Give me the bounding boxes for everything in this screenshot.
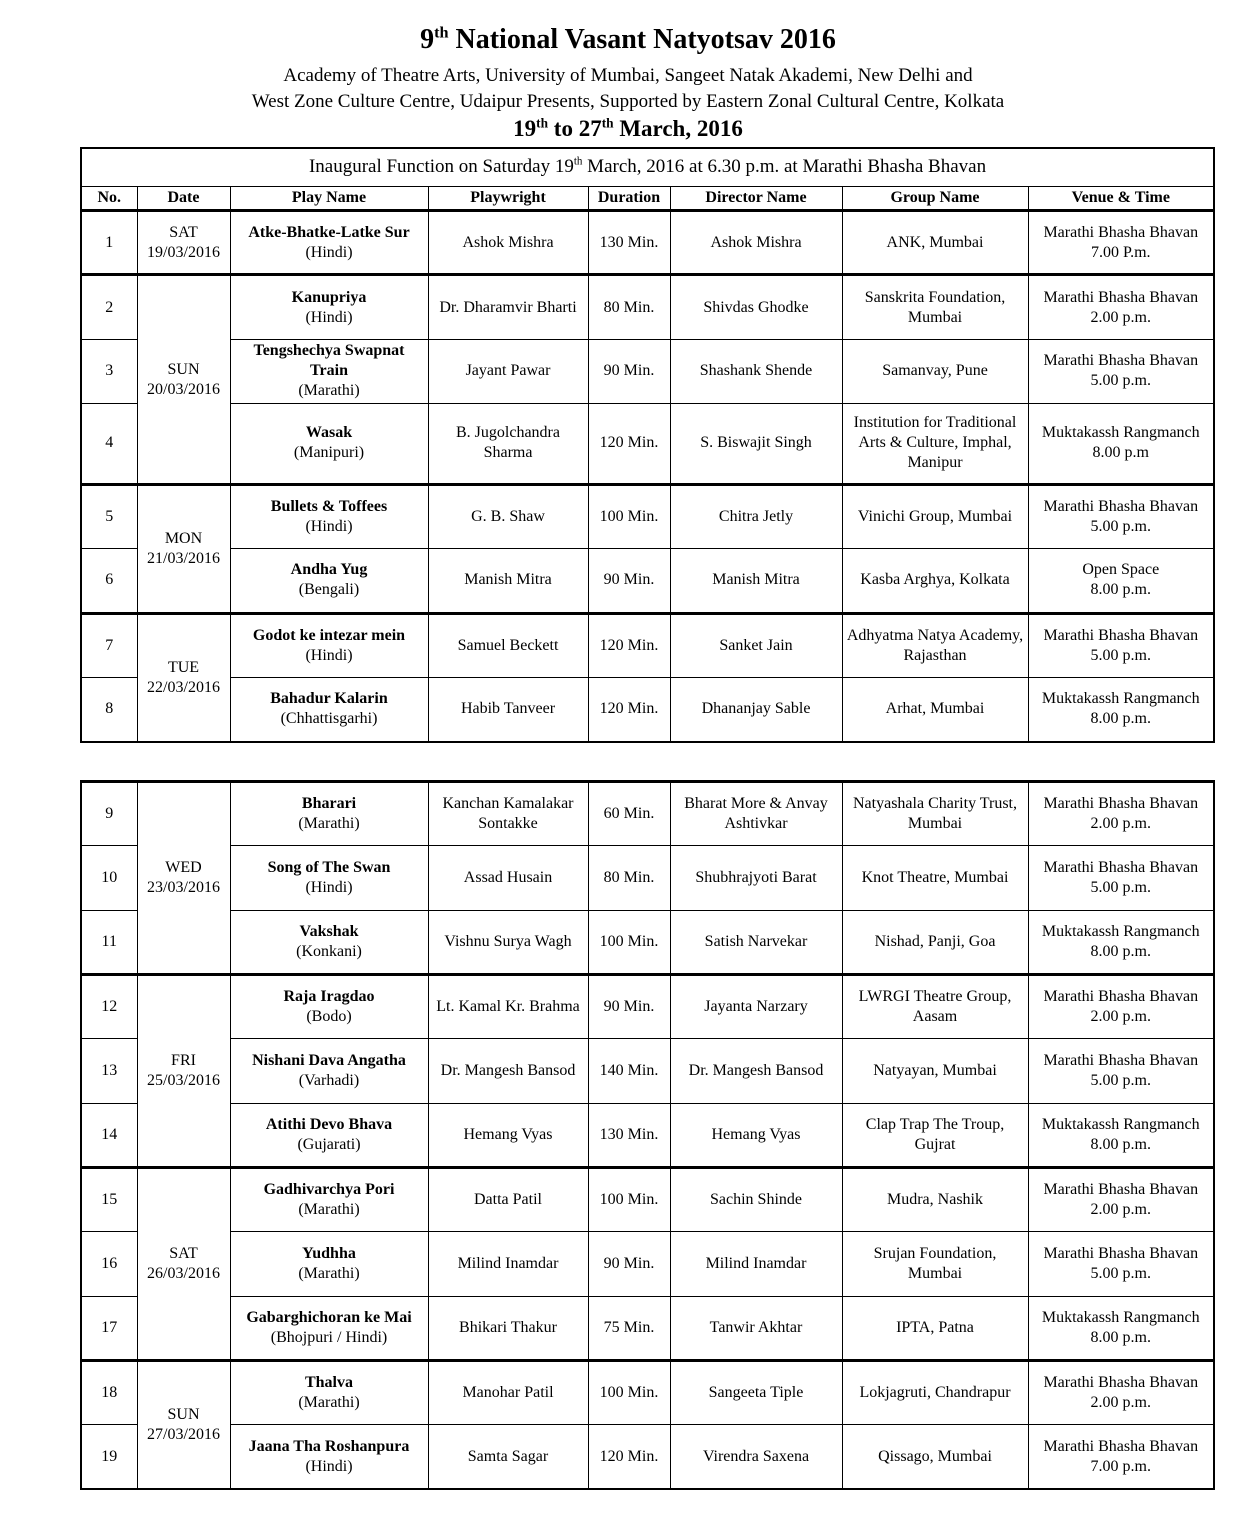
group-cell: Mudra, Nashik [842, 1167, 1028, 1231]
venue-cell [1028, 1103, 1214, 1167]
play-name: Atithi Devo Bhava [265, 1115, 393, 1133]
playwright-cell: Samta Sagar [428, 1425, 588, 1489]
director-cell: Dhananjay Sable [670, 677, 842, 742]
day-label: SUN [167, 1405, 200, 1423]
play-cell [230, 974, 428, 1038]
play-language: (Konkani) [296, 942, 362, 960]
table-row [81, 613, 1214, 677]
play-name: Song of The Swan [267, 858, 391, 876]
col-header-venue: Venue & Time [1028, 186, 1214, 210]
show-time: 2.00 p.m. [1090, 1393, 1151, 1411]
director-cell: Sachin Shinde [670, 1167, 842, 1231]
play-language: (Manipuri) [293, 444, 365, 462]
festival-dates: 19th to 27th March, 2016 [513, 115, 743, 141]
director-cell: Sanket Jain [670, 613, 842, 677]
play-language: (Marathi) [298, 1201, 360, 1219]
play-cell [230, 613, 428, 677]
show-time: 8.00 p.m. [1090, 581, 1151, 599]
row-number: 8 [81, 677, 137, 742]
play-language: (Bengali) [298, 581, 360, 599]
play-cell [230, 275, 428, 339]
duration-cell: 100 Min. [588, 1360, 670, 1424]
group-cell: IPTA, Patna [842, 1296, 1028, 1360]
playwright-cell: Dr. Mangesh Bansod [428, 1039, 588, 1103]
play-language: (Marathi) [298, 382, 360, 400]
play-name: Bahadur Kalarin [270, 690, 388, 708]
row-number: 1 [81, 210, 137, 274]
duration-cell: 90 Min. [588, 974, 670, 1038]
show-time: 5.00 p.m. [1090, 372, 1151, 390]
play-name: Kanupriya [291, 288, 367, 306]
show-time: 5.00 p.m. [1090, 517, 1151, 535]
col-header-date: Date [137, 186, 230, 210]
venue-cell [1028, 974, 1214, 1038]
director-cell: Chitra Jetly [670, 484, 842, 548]
venue-name: Marathi Bhasha Bhavan [1043, 1244, 1199, 1262]
venue-cell [1028, 1296, 1214, 1360]
venue-cell [1028, 1167, 1214, 1231]
playwright-cell: Bhikari Thakur [428, 1296, 588, 1360]
inaugural-banner: Inaugural Function on Saturday 19th March, 2016 at 6.30 p.m. at Marathi Bhasha Bhavan [81, 148, 1214, 186]
venue-cell [1028, 782, 1214, 846]
playwright-cell: Samuel Beckett [428, 613, 588, 677]
duration-cell: 90 Min. [588, 339, 670, 403]
play-cell [230, 846, 428, 910]
duration-cell: 100 Min. [588, 910, 670, 974]
day-label: SUN [167, 360, 200, 378]
play-name: Thalva [304, 1373, 353, 1391]
table-row [81, 910, 1214, 974]
venue-name: Marathi Bhasha Bhavan [1043, 1373, 1199, 1391]
row-number: 17 [81, 1296, 137, 1360]
director-cell: S. Biswajit Singh [670, 404, 842, 485]
venue-name: Marathi Bhasha Bhavan [1043, 988, 1199, 1006]
director-cell: Shubhrajyoti Barat [670, 846, 842, 910]
venue-cell [1028, 484, 1214, 548]
row-number: 4 [81, 404, 137, 485]
group-cell: Qissago, Mumbai [842, 1425, 1028, 1489]
duration-cell: 120 Min. [588, 677, 670, 742]
play-cell [230, 1103, 428, 1167]
play-language: (Hindi) [305, 1457, 353, 1475]
playwright-cell: Lt. Kamal Kr. Brahma [428, 974, 588, 1038]
show-time: 7.00 P.m. [1090, 243, 1151, 261]
venue-cell [1028, 1425, 1214, 1489]
venue-name: Marathi Bhasha Bhavan [1043, 795, 1199, 813]
play-language: (Marathi) [298, 1264, 360, 1282]
director-cell: Sangeeta Tiple [670, 1360, 842, 1424]
subtitle-line-1: Academy of Theatre Arts, University of Mumbai, Sangeet Natak Akademi, New Delhi and [283, 65, 973, 86]
table-row [81, 974, 1214, 1038]
playwright-cell: Milind Inamdar [428, 1232, 588, 1296]
duration-cell: 100 Min. [588, 484, 670, 548]
playwright-cell: Jayant Pawar [428, 339, 588, 403]
duration-cell: 100 Min. [588, 1167, 670, 1231]
subtitle-line-2: West Zone Culture Centre, Udaipur Presents, Supported by Eastern Zonal Cultural Centre, Kolkata [251, 91, 1005, 112]
play-name: Yudhha [302, 1244, 356, 1262]
venue-name: Marathi Bhasha Bhavan [1043, 1051, 1199, 1069]
date-cell [137, 1360, 230, 1489]
venue-name: Muktakassh Rangmanch [1041, 690, 1200, 708]
venue-cell [1028, 275, 1214, 339]
play-cell [230, 1425, 428, 1489]
director-cell: Virendra Saxena [670, 1425, 842, 1489]
venue-name: Open Space [1082, 561, 1160, 579]
play-language: (Gujarati) [297, 1135, 361, 1153]
schedule-table-part-2 [80, 780, 1215, 1490]
show-time: 8.00 p.m. [1090, 942, 1151, 960]
play-cell [230, 484, 428, 548]
venue-name: Muktakassh Rangmanch [1041, 1308, 1200, 1326]
table-row [81, 404, 1214, 485]
table-row [81, 1103, 1214, 1167]
director-cell: Milind Inamdar [670, 1232, 842, 1296]
date-label: 19/03/2016 [147, 243, 220, 261]
play-language: (Chhattisgarhi) [280, 710, 378, 728]
row-number: 3 [81, 339, 137, 403]
show-time: 5.00 p.m. [1090, 1264, 1151, 1282]
show-time: 2.00 p.m. [1090, 308, 1151, 326]
venue-name: Marathi Bhasha Bhavan [1043, 223, 1199, 241]
play-language: (Hindi) [305, 878, 353, 896]
group-cell: Knot Theatre, Mumbai [842, 846, 1028, 910]
play-language: (Hindi) [305, 517, 353, 535]
venue-cell [1028, 677, 1214, 742]
play-name: Gabarghichoran ke Mai [246, 1308, 412, 1326]
show-time: 5.00 p.m. [1090, 1071, 1151, 1089]
play-cell [230, 1296, 428, 1360]
group-cell: Adhyatma Natya Academy, Rajasthan [842, 613, 1028, 677]
venue-cell [1028, 846, 1214, 910]
show-time: 2.00 p.m. [1090, 1201, 1151, 1219]
venue-cell [1028, 404, 1214, 485]
row-number: 6 [81, 549, 137, 613]
play-cell [230, 910, 428, 974]
director-cell: Manish Mitra [670, 549, 842, 613]
director-cell: Shivdas Ghodke [670, 275, 842, 339]
show-time: 2.00 p.m. [1090, 815, 1151, 833]
table-row [81, 1039, 1214, 1103]
venue-name: Marathi Bhasha Bhavan [1043, 1437, 1199, 1455]
schedule-body-2 [81, 782, 1214, 1490]
table-row [81, 846, 1214, 910]
playwright-cell: Kanchan Kamalakar Sontakke [428, 782, 588, 846]
day-label: MON [164, 529, 203, 547]
col-header-duration: Duration [588, 186, 670, 210]
venue-name: Marathi Bhasha Bhavan [1043, 497, 1199, 515]
row-number: 5 [81, 484, 137, 548]
show-time: 2.00 p.m. [1090, 1008, 1151, 1026]
play-language: (Hindi) [305, 646, 353, 664]
table-row [81, 549, 1214, 613]
table-row [81, 1167, 1214, 1231]
group-cell: Institution for Traditional Arts & Culture, Imphal, Manipur [842, 404, 1028, 485]
venue-name: Marathi Bhasha Bhavan [1043, 858, 1199, 876]
play-language: (Varhadi) [298, 1071, 360, 1089]
show-time: 5.00 p.m. [1090, 878, 1151, 896]
page-title: 9th National Vasant Natyotsav 2016 [420, 23, 836, 55]
playwright-cell: Dr. Dharamvir Bharti [428, 275, 588, 339]
col-header-director: Director Name [670, 186, 842, 210]
row-number: 18 [81, 1360, 137, 1424]
duration-cell: 90 Min. [588, 549, 670, 613]
play-language: (Hindi) [305, 243, 353, 261]
group-cell: Srujan Foundation, Mumbai [842, 1232, 1028, 1296]
table-row [81, 1296, 1214, 1360]
play-cell [230, 404, 428, 485]
venue-cell [1028, 210, 1214, 274]
date-label: 20/03/2016 [147, 380, 220, 398]
row-number: 15 [81, 1167, 137, 1231]
show-time: 5.00 p.m. [1090, 646, 1151, 664]
row-number: 9 [81, 782, 137, 846]
venue-cell [1028, 910, 1214, 974]
play-name: Tengshechya Swapnat Train [253, 342, 405, 380]
table-row [81, 1232, 1214, 1296]
director-cell: Bharat More & Anvay Ashtivkar [670, 782, 842, 846]
play-cell [230, 1360, 428, 1424]
group-cell: Lokjagruti, Chandrapur [842, 1360, 1028, 1424]
venue-name: Marathi Bhasha Bhavan [1043, 352, 1199, 370]
playwright-cell: Habib Tanveer [428, 677, 588, 742]
group-cell: Samanvay, Pune [842, 339, 1028, 403]
play-name: Bharari [301, 795, 357, 813]
col-header-group: Group Name [842, 186, 1028, 210]
venue-name: Marathi Bhasha Bhavan [1043, 626, 1199, 644]
director-cell: Hemang Vyas [670, 1103, 842, 1167]
venue-name: Marathi Bhasha Bhavan [1043, 1181, 1199, 1199]
play-cell [230, 1167, 428, 1231]
play-language: (Bodo) [306, 1008, 352, 1026]
play-name: Andha Yug [290, 561, 368, 579]
venue-name: Muktakassh Rangmanch [1041, 1115, 1200, 1133]
date-cell [137, 613, 230, 742]
row-number: 19 [81, 1425, 137, 1489]
group-cell: Sanskrita Foundation, Mumbai [842, 275, 1028, 339]
director-cell: Ashok Mishra [670, 210, 842, 274]
row-number: 11 [81, 910, 137, 974]
day-label: TUE [167, 658, 200, 676]
show-time: 8.00 p.m. [1090, 1328, 1151, 1346]
table-row [81, 677, 1214, 742]
day-label: SAT [169, 223, 198, 241]
play-name: Jaana Tha Roshanpura [248, 1437, 410, 1455]
show-time: 8.00 p.m. [1090, 710, 1151, 728]
date-cell [137, 782, 230, 975]
table-row [81, 1425, 1214, 1489]
show-time: 8.00 p.m [1092, 444, 1149, 462]
row-number: 2 [81, 275, 137, 339]
table-row [81, 484, 1214, 548]
date-cell [137, 1167, 230, 1360]
date-label: 23/03/2016 [147, 878, 220, 896]
play-name: Nishani Dava Angatha [252, 1051, 406, 1069]
group-cell: Natyayan, Mumbai [842, 1039, 1028, 1103]
venue-cell [1028, 339, 1214, 403]
group-cell: Clap Trap The Troup, Gujrat [842, 1103, 1028, 1167]
duration-cell: 130 Min. [588, 210, 670, 274]
duration-cell: 80 Min. [588, 275, 670, 339]
venue-cell [1028, 1039, 1214, 1103]
col-header-no: No. [81, 186, 137, 210]
group-cell: LWRGI Theatre Group, Aasam [842, 974, 1028, 1038]
venue-name: Muktakassh Rangmanch [1041, 922, 1200, 940]
duration-cell: 80 Min. [588, 846, 670, 910]
duration-cell: 60 Min. [588, 782, 670, 846]
play-name: Bullets & Toffees [270, 497, 388, 515]
venue-cell [1028, 549, 1214, 613]
duration-cell: 120 Min. [588, 404, 670, 485]
venue-name: Marathi Bhasha Bhavan [1043, 288, 1199, 306]
play-language: (Marathi) [298, 815, 360, 833]
row-number: 14 [81, 1103, 137, 1167]
row-number: 16 [81, 1232, 137, 1296]
row-number: 13 [81, 1039, 137, 1103]
group-cell: Natyashala Charity Trust, Mumbai [842, 782, 1028, 846]
row-number: 7 [81, 613, 137, 677]
group-cell: Nishad, Panji, Goa [842, 910, 1028, 974]
duration-cell: 90 Min. [588, 1232, 670, 1296]
director-cell: Jayanta Narzary [670, 974, 842, 1038]
date-label: 22/03/2016 [147, 678, 220, 696]
play-language: (Marathi) [298, 1393, 360, 1411]
director-cell: Shashank Shende [670, 339, 842, 403]
director-cell: Dr. Mangesh Bansod [670, 1039, 842, 1103]
date-label: 27/03/2016 [147, 1425, 220, 1443]
date-label: 25/03/2016 [147, 1071, 220, 1089]
group-cell: Vinichi Group, Mumbai [842, 484, 1028, 548]
date-cell [137, 210, 230, 274]
playwright-cell: Manish Mitra [428, 549, 588, 613]
play-cell [230, 549, 428, 613]
play-cell [230, 782, 428, 846]
playwright-cell: Vishnu Surya Wagh [428, 910, 588, 974]
playwright-cell: Ashok Mishra [428, 210, 588, 274]
table-row [81, 1360, 1214, 1424]
play-name: Wasak [305, 424, 353, 442]
group-cell: ANK, Mumbai [842, 210, 1028, 274]
col-header-play: Play Name [230, 186, 428, 210]
group-cell: Arhat, Mumbai [842, 677, 1028, 742]
table-row [81, 275, 1214, 339]
director-cell: Tanwir Akhtar [670, 1296, 842, 1360]
playwright-cell: Assad Husain [428, 846, 588, 910]
row-number: 10 [81, 846, 137, 910]
play-cell [230, 1039, 428, 1103]
director-cell: Satish Narvekar [670, 910, 842, 974]
show-time: 8.00 p.m. [1090, 1135, 1151, 1153]
date-cell [137, 275, 230, 484]
day-label: FRI [171, 1051, 196, 1069]
schedule-body-1 [81, 148, 1214, 742]
play-cell [230, 339, 428, 403]
playwright-cell: B. Jugolchandra Sharma [428, 404, 588, 485]
playwright-cell: Hemang Vyas [428, 1103, 588, 1167]
play-cell [230, 677, 428, 742]
schedule-table-part-1 [80, 147, 1215, 743]
date-cell [137, 484, 230, 613]
playwright-cell: Manohar Patil [428, 1360, 588, 1424]
play-name: Atke-Bhatke-Latke Sur [248, 223, 410, 241]
venue-name: Muktakassh Rangmanch [1041, 424, 1200, 442]
day-label: SAT [169, 1244, 198, 1262]
duration-cell: 120 Min. [588, 613, 670, 677]
date-cell [137, 974, 230, 1167]
duration-cell: 140 Min. [588, 1039, 670, 1103]
venue-cell [1028, 1360, 1214, 1424]
duration-cell: 75 Min. [588, 1296, 670, 1360]
date-label: 26/03/2016 [147, 1264, 220, 1282]
play-name: Godot ke intezar mein [252, 626, 406, 644]
venue-cell [1028, 613, 1214, 677]
col-header-playwright: Playwright [428, 186, 588, 210]
play-name: Gadhivarchya Pori [263, 1181, 395, 1199]
day-label: WED [165, 858, 202, 876]
venue-cell [1028, 1232, 1214, 1296]
show-time: 7.00 p.m. [1090, 1457, 1151, 1475]
play-name: Raja Iragdao [283, 988, 375, 1006]
playwright-cell: Datta Patil [428, 1167, 588, 1231]
duration-cell: 120 Min. [588, 1425, 670, 1489]
play-name: Vakshak [299, 922, 359, 940]
play-language: (Hindi) [305, 308, 353, 326]
playwright-cell: G. B. Shaw [428, 484, 588, 548]
play-cell [230, 1232, 428, 1296]
date-label: 21/03/2016 [147, 549, 220, 567]
play-cell [230, 210, 428, 274]
table-row [81, 210, 1214, 274]
play-language: (Bhojpuri / Hindi) [270, 1328, 388, 1346]
group-cell: Kasba Arghya, Kolkata [842, 549, 1028, 613]
duration-cell: 130 Min. [588, 1103, 670, 1167]
table-row [81, 339, 1214, 403]
table-row [81, 782, 1214, 846]
row-number: 12 [81, 974, 137, 1038]
